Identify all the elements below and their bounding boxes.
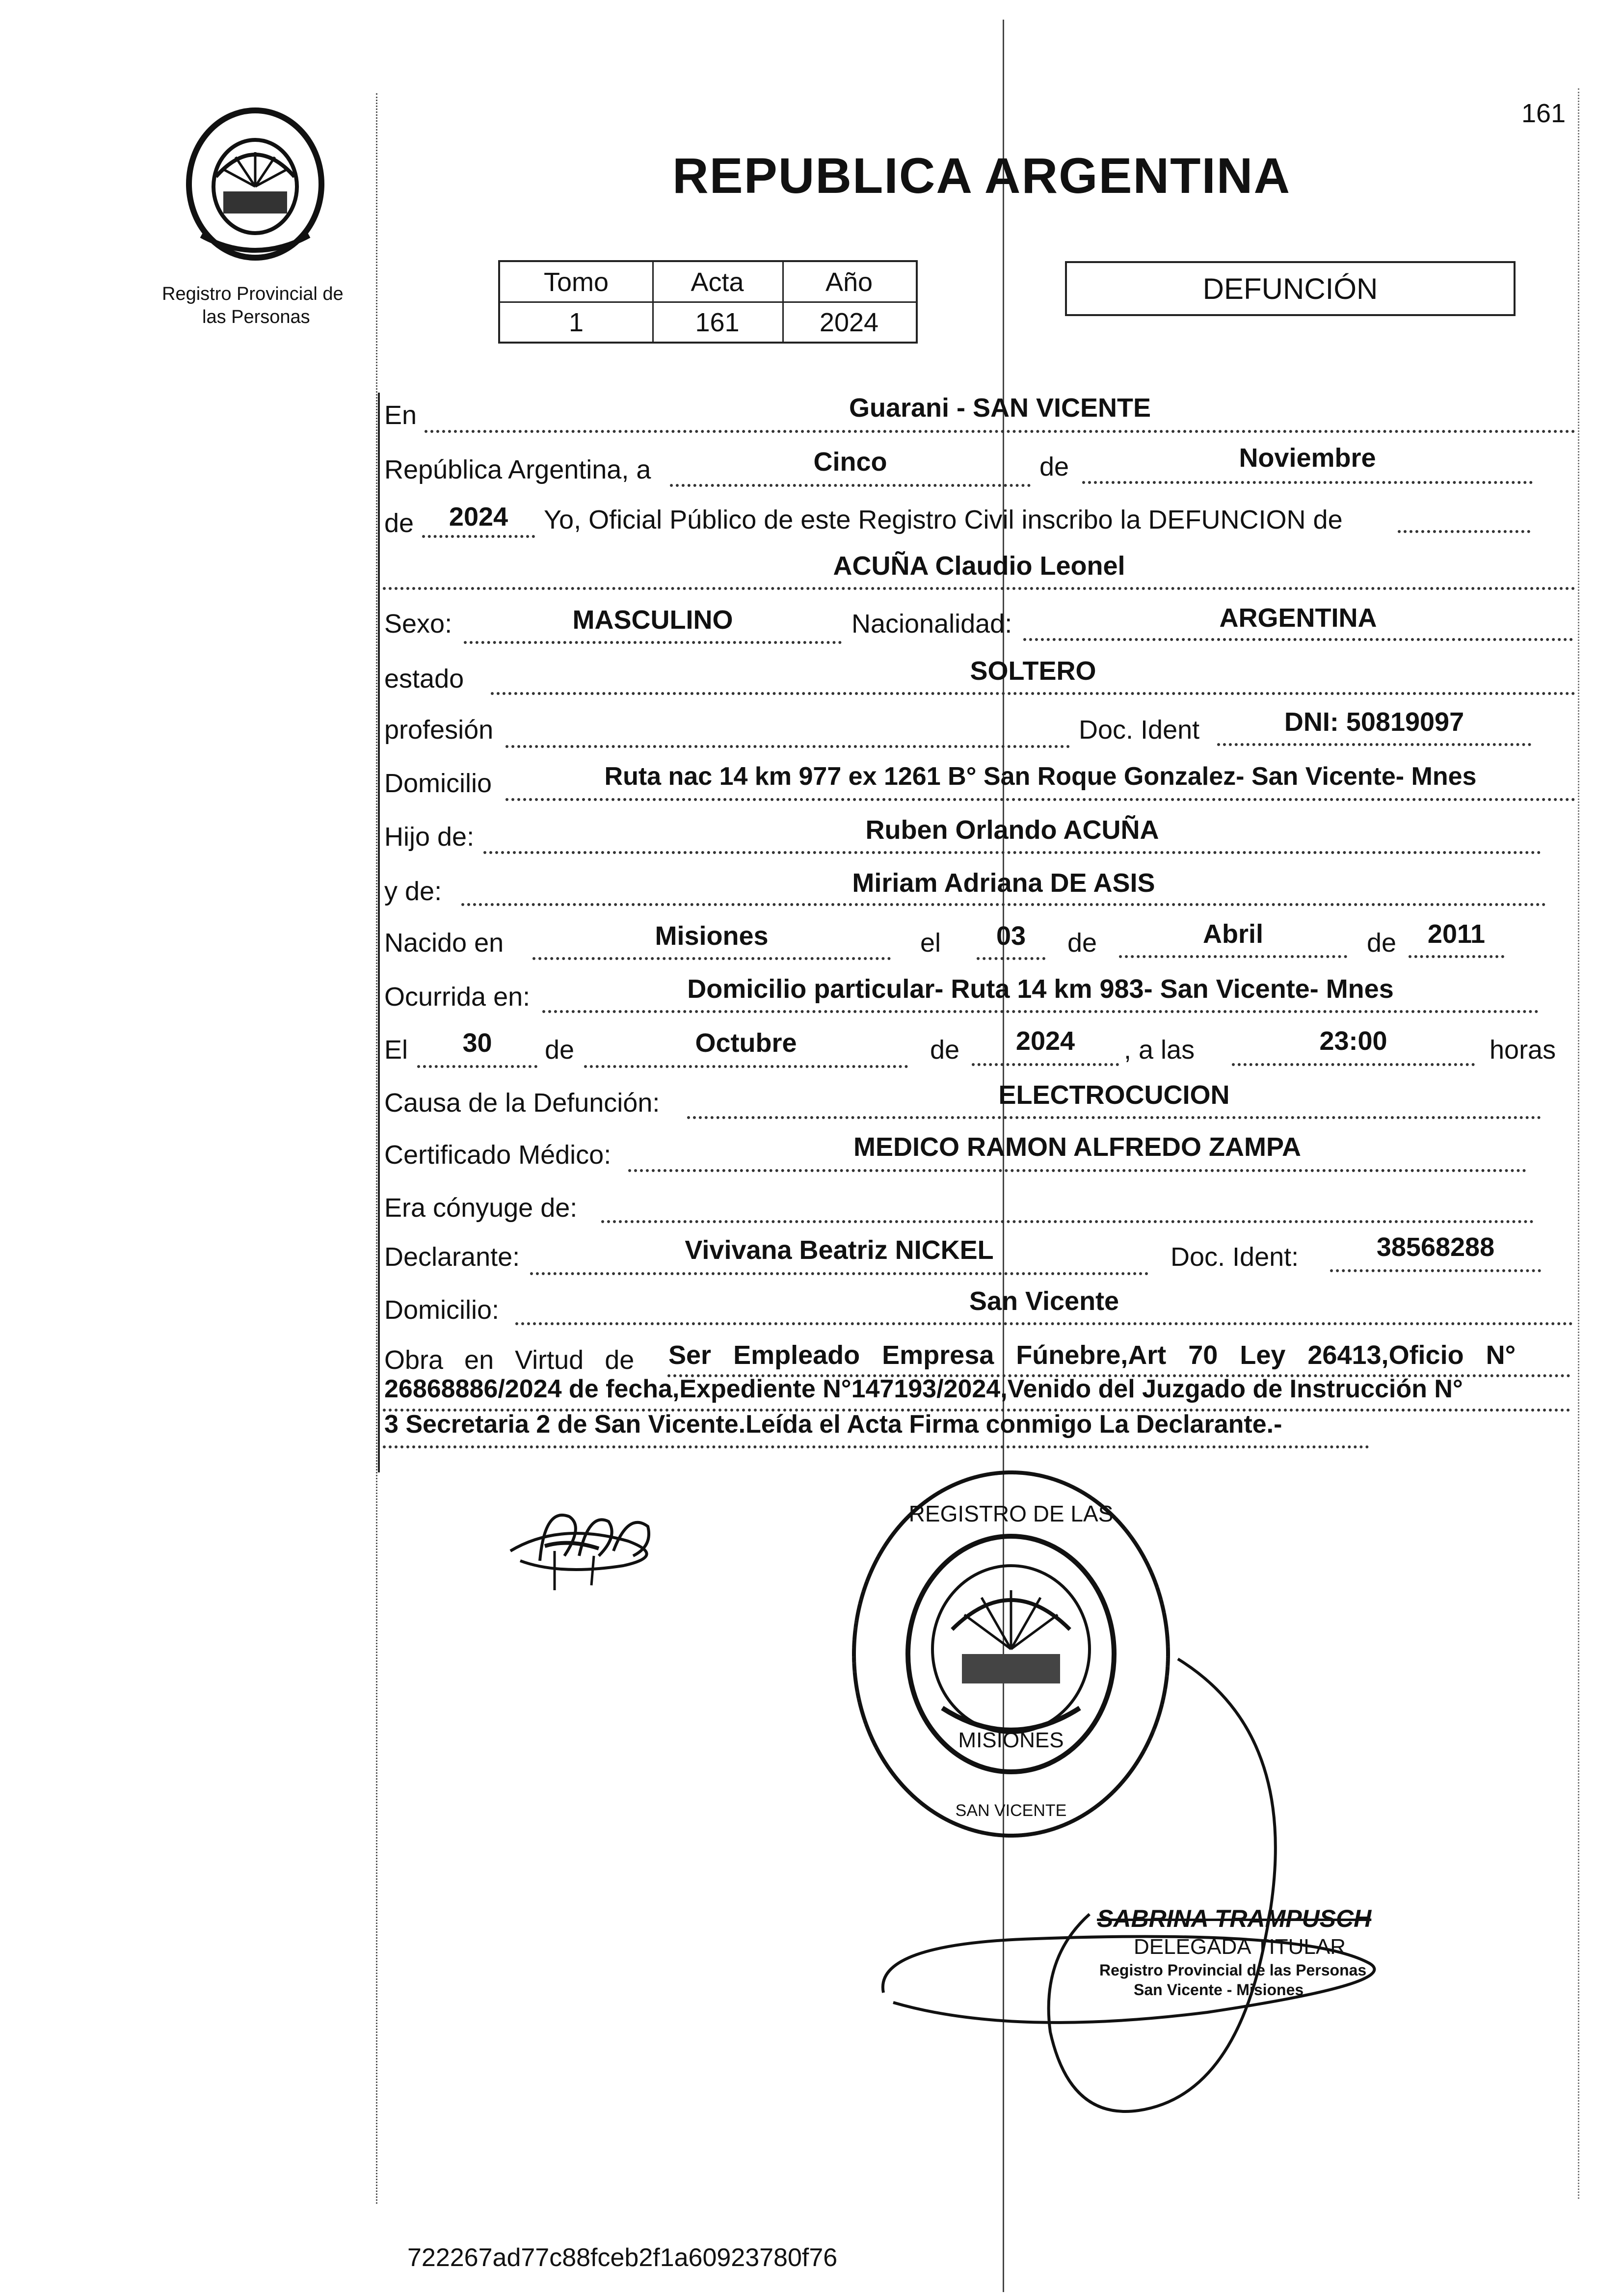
dots-fallec-dia — [417, 1065, 537, 1068]
value-fallec-mes: Octubre — [695, 1028, 797, 1058]
dots-nacido-mes — [1119, 955, 1347, 958]
left-margin-line — [376, 93, 377, 2204]
value-padre: Ruben Orlando ACUÑA — [865, 815, 1159, 845]
label-ocurrida-en: Ocurrida en: — [384, 982, 531, 1012]
value-lugar: Guarani - SAN VICENTE — [849, 393, 1151, 423]
value-fallec-dia: 30 — [462, 1028, 492, 1058]
label-yo: Yo, Oficial Público de este Registro Civil inscribo la DEFUNCION de — [544, 505, 1343, 534]
dots-yo-end — [1398, 530, 1530, 533]
signer-title: DELEGADA TITULAR — [1134, 1935, 1346, 1959]
label-de-mes: de — [1039, 452, 1069, 481]
label-el: el — [920, 928, 941, 958]
value-obra-line1: Ser Empleado Empresa Fúnebre,Art 70 Ley 26413,Oficio N° — [668, 1340, 1516, 1370]
label-de-fallec-anio: de — [930, 1035, 960, 1065]
label-estado: estado — [384, 664, 464, 694]
value-nombre: ACUÑA Claudio Leonel — [833, 551, 1125, 581]
value-sexo: MASCULINO — [572, 605, 733, 635]
label-certificado: Certificado Médico: — [384, 1140, 612, 1170]
label-nacionalidad: Nacionalidad: — [851, 609, 1012, 639]
dots-nacido-lugar — [532, 957, 891, 960]
signer-place: San Vicente - Misiones — [1134, 1981, 1304, 1999]
dots-causa — [687, 1116, 1541, 1119]
dots-nacionalidad — [1023, 638, 1573, 641]
signature-loop-icon — [864, 1639, 1404, 2120]
label-de-nacido-anio: de — [1367, 928, 1397, 958]
registry-label-line2: las Personas — [202, 307, 310, 327]
right-edge-line — [1578, 88, 1579, 2199]
label-de-fallec-mes: de — [545, 1035, 575, 1065]
svg-text:MISIONES: MISIONES — [958, 1728, 1064, 1752]
dots-mes — [1082, 481, 1533, 484]
label-y-de: y de: — [384, 877, 442, 906]
label-declarante: Declarante: — [384, 1242, 520, 1272]
value-causa: ELECTROCUCION — [998, 1080, 1230, 1110]
table-header-anio: Año — [825, 267, 873, 297]
label-en: En — [384, 400, 417, 430]
value-nacionalidad: ARGENTINA — [1219, 603, 1377, 633]
value-hora: 23:00 — [1319, 1026, 1387, 1056]
dots-hora — [1232, 1063, 1475, 1066]
form-left-border — [378, 393, 380, 1472]
dots-obra3 — [383, 1445, 1369, 1448]
label-doc-ident2: Doc. Ident: — [1171, 1242, 1299, 1272]
footer-hash: 722267ad77c88fceb2f1a60923780f76 — [407, 2243, 838, 2272]
label-domicilio2: Domicilio: — [384, 1295, 500, 1325]
dots-domicilio — [506, 798, 1575, 801]
registry-label-line1: Registro Provincial de — [162, 284, 344, 304]
label-a-las: , a las — [1124, 1035, 1195, 1065]
dots-anio — [422, 535, 535, 538]
label-sexo: Sexo: — [384, 609, 452, 639]
record-type: DEFUNCIÓN — [1202, 272, 1378, 305]
label-hijo-de: Hijo de: — [384, 822, 475, 852]
record-type-box — [1065, 261, 1516, 316]
table-value-tomo: 1 — [568, 308, 584, 337]
svg-text:REGISTRO DE LAS: REGISTRO DE LAS — [908, 1501, 1114, 1526]
table-value-acta: 161 — [695, 308, 740, 337]
label-causa: Causa de la Defunción: — [384, 1088, 660, 1118]
page-title: REPUBLICA ARGENTINA — [672, 148, 1291, 204]
value-madre: Miriam Adriana DE ASIS — [852, 868, 1155, 898]
label-obra: Obra en Virtud de — [384, 1345, 635, 1375]
dots-profesion — [506, 745, 1070, 748]
label-domicilio: Domicilio — [384, 769, 492, 798]
declarant-signature — [501, 1492, 677, 1600]
dots-conyuge — [601, 1220, 1534, 1223]
label-nacido-en: Nacido en — [384, 928, 504, 958]
value-dni: DNI: 50819097 — [1284, 707, 1464, 737]
value-nacido-anio: 2011 — [1427, 919, 1486, 949]
label-republica: República Argentina, a — [384, 455, 651, 484]
dots-madre — [461, 903, 1546, 906]
dots-padre — [483, 851, 1541, 854]
dots-dni — [1217, 743, 1531, 746]
value-declarante-doc: 38568288 — [1376, 1232, 1495, 1262]
record-table — [498, 260, 918, 344]
label-profesion: profesión — [384, 715, 494, 745]
value-domicilio: Ruta nac 14 km 977 ex 1261 B° San Roque Gonzalez- San Vicente- Mnes — [604, 762, 1477, 791]
dots-certificado — [628, 1169, 1526, 1172]
dots-sexo — [464, 641, 842, 644]
value-domicilio-declarante: San Vicente — [969, 1286, 1119, 1316]
label-horas: horas — [1490, 1035, 1556, 1065]
dots-estado — [491, 692, 1575, 695]
table-header-tomo: Tomo — [543, 267, 609, 297]
dots-declarante — [530, 1272, 1148, 1275]
value-nacido-dia: 03 — [996, 921, 1026, 951]
dots-fallec-anio — [972, 1063, 1119, 1066]
page-number: 161 — [1521, 99, 1566, 128]
svg-text:SAN VICENTE: SAN VICENTE — [955, 1801, 1067, 1820]
value-anio: 2024 — [449, 502, 508, 532]
dots-declarante-doc — [1330, 1269, 1541, 1272]
value-fallec-anio: 2024 — [1015, 1026, 1075, 1056]
value-estado: SOLTERO — [970, 656, 1096, 686]
dots-ocurrida — [542, 1010, 1539, 1013]
dots-row1 — [425, 430, 1575, 433]
dots-fallec-mes — [584, 1065, 908, 1068]
dots-nacido-dia — [977, 957, 1045, 960]
province-seal-logo — [182, 103, 329, 265]
table-header-acta: Acta — [691, 267, 744, 297]
value-obra-line2: 26868886/2024 de fecha,Expediente N°147193/2024,Venido del Juzgado de Instrucción N° — [384, 1375, 1463, 1403]
value-nacido-mes: Abril — [1202, 919, 1263, 949]
label-de-nacido-mes: de — [1067, 928, 1097, 958]
signer-name: SABRINA TRAMPUSCH — [1097, 1905, 1372, 1932]
value-ocurrida: Domicilio particular- Ruta 14 km 983- San Vicente- Mnes — [687, 974, 1394, 1004]
label-el-cap: El — [384, 1035, 408, 1065]
value-mes: Noviembre — [1239, 443, 1376, 473]
table-value-anio: 2024 — [819, 308, 879, 337]
value-dia-letras: Cinco — [813, 447, 887, 477]
dots-nacido-anio — [1409, 955, 1504, 958]
dots-domicilio-declarante — [515, 1322, 1573, 1325]
dots-nombre — [383, 587, 1575, 590]
label-doc-ident: Doc. Ident — [1079, 715, 1200, 745]
label-conyuge: Era cónyuge de: — [384, 1193, 578, 1223]
official-signature — [864, 1639, 1404, 2120]
value-nacido-lugar: Misiones — [655, 921, 769, 951]
value-declarante: Vivivana Beatriz NICKEL — [685, 1235, 994, 1265]
seal-icon — [182, 103, 329, 265]
label-de-anio: de — [384, 508, 414, 538]
signature-icon — [501, 1492, 677, 1600]
dots-dia — [670, 484, 1031, 487]
signer-org: Registro Provincial de las Personas — [1099, 1961, 1367, 1979]
value-obra-line3: 3 Secretaria 2 de San Vicente.Leída el Acta Firma conmigo La Declarante.- — [384, 1410, 1282, 1439]
value-certificado: MEDICO RAMON ALFREDO ZAMPA — [853, 1132, 1301, 1162]
